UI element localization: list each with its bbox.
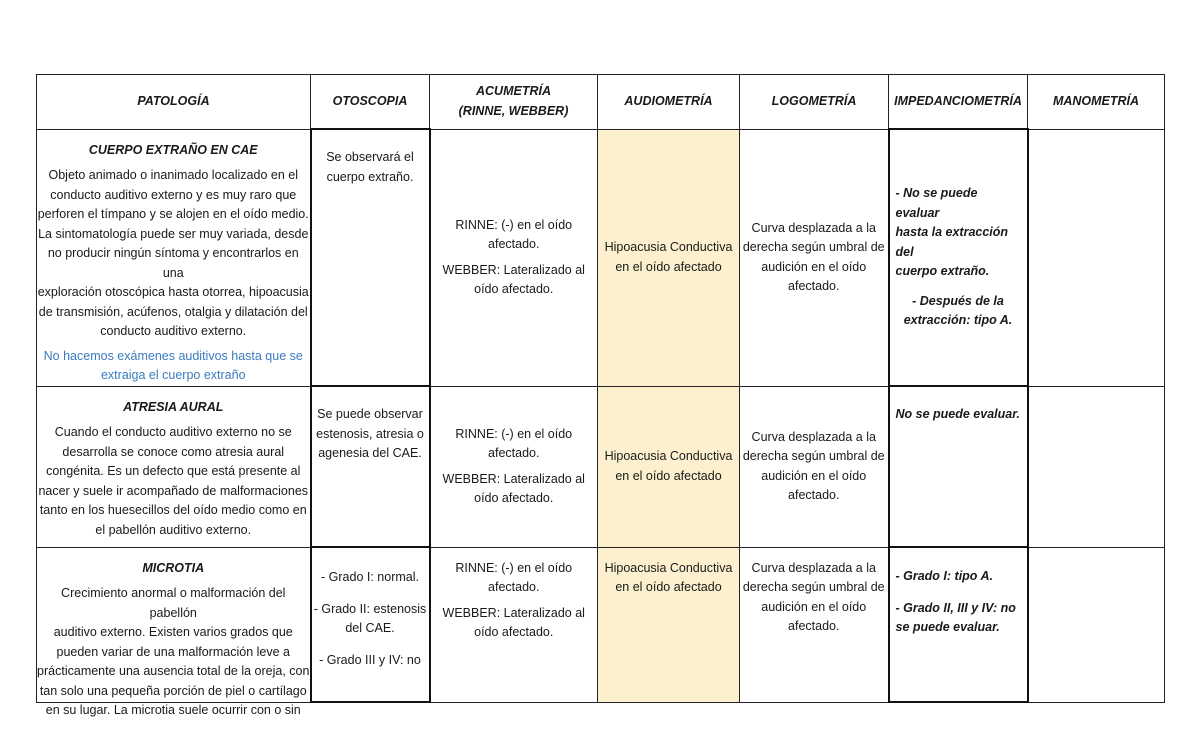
header-acumetria: [430, 75, 598, 130]
imp-note-2: - Después de la extracción: tipo A.: [903, 293, 1013, 328]
otoscopia-grade-2: - Grado II: estenosis del CAE.: [313, 601, 427, 635]
acumetria-cell: [430, 547, 598, 702]
acumetria-cell: [430, 386, 598, 547]
webber-result: WEBBER: Lateralizado al oído afectado.: [442, 471, 585, 505]
manometria-cell: [1028, 386, 1165, 547]
impedanciometria-cell: [889, 386, 1028, 547]
table-row: [37, 547, 1165, 702]
rinne-result: RINNE: (-) en el oído afectado.: [455, 217, 573, 251]
patologia-cell: [37, 386, 311, 547]
imp-grade-2: - Grado II, III y IV: no se puede evaluar.: [895, 600, 1016, 634]
header-acumetria-line1: ACUMETRÍA: [476, 84, 551, 99]
header-otoscopia: OTOSCOPIA: [311, 75, 430, 130]
otoscopia-grade-3: - Grado III y IV: no: [319, 652, 421, 667]
header-manometria: MANOMETRÍA: [1028, 75, 1165, 130]
pathology-title: ATRESIA AURAL: [123, 399, 224, 414]
audiometria-cell: Hipoacusia Conductiva en el oído afectado: [598, 547, 740, 702]
patologia-cell: [37, 547, 311, 717]
table-row: [37, 386, 1165, 547]
pathology-description: Objeto animado o inanimado localizado en el conducto auditivo externo y es muy raro que perforen el tímpano y se alojen en el oído medio. La sintomatología puede ser muy variada, desde no producir ningún síntoma y encontrarlos en una exploración otoscópica hasta otorrea, hipoacusia de transmisión, acúfenos, otalgia y dilatación del conducto auditivo externo.: [37, 168, 309, 338]
logometria-cell: Curva desplazada a la derecha según umbral de audición en el oído afectado.: [740, 386, 889, 547]
rinne-result: RINNE: (-) en el oído afectado.: [455, 426, 573, 460]
header-acumetria-line2: (RINNE, WEBBER): [458, 103, 569, 118]
webber-result: WEBBER: Lateralizado al oído afectado.: [442, 605, 585, 639]
otoscopia-cell: Se observará el cuerpo extraño.: [311, 129, 430, 386]
header-impedanciometria: IMPEDANCIOMETRÍA: [889, 75, 1028, 130]
pathology-table: [36, 74, 1165, 717]
pathology-title: MICROTIA: [142, 560, 205, 575]
pathology-description: Crecimiento anormal o malformación del pabellón auditivo externo. Existen varios grados que pueden variar de una malformación leve a prácticamente una ausencia total de la oreja, con tan solo una pequeña porción de piel o cartílago en su lugar. La microtia suele ocurrir con o sin: [37, 586, 310, 717]
patologia-cell: [37, 129, 311, 386]
pathology-note: No hacemos exámenes auditivos hasta que se extraiga el cuerpo extraño: [43, 348, 303, 382]
pathology-description: Cuando el conducto auditivo externo no se desarrolla se conoce como atresia aural congénita. Es un defecto que está presente al nacer y suele ir acompañado de malformaciones tanto en los huesecillos del oído medio como en el pabellón auditivo externo.: [38, 425, 309, 537]
table-row: [37, 129, 1165, 386]
imp-note-1: - No se puede evaluar hasta la extracción del cuerpo extraño.: [895, 186, 1009, 279]
audiometria-cell: Hipoacusia Conductiva en el oído afectado: [598, 129, 740, 386]
logometria-cell: Curva desplazada a la derecha según umbral de audición en el oído afectado.: [740, 547, 889, 702]
pathology-title: CUERPO EXTRAÑO EN CAE: [88, 142, 258, 157]
otoscopia-cell: [311, 547, 430, 702]
header-row: [37, 75, 1165, 130]
otoscopia-cell: Se puede observar estenosis, atresia o agenesia del CAE.: [311, 386, 430, 547]
audiometria-cell: Hipoacusia Conductiva en el oído afectado: [598, 386, 740, 547]
otoscopia-grade-1: - Grado I: normal.: [321, 570, 419, 584]
logometria-cell: Curva desplazada a la derecha según umbral de audición en el oído afectado.: [740, 129, 889, 386]
header-patologia: PATOLOGÍA: [37, 75, 311, 130]
webber-result: WEBBER: Lateralizado al oído afectado.: [442, 262, 585, 296]
header-audiometria: AUDIOMETRÍA: [598, 75, 740, 130]
imp-note: No se puede evaluar.: [895, 407, 1020, 421]
impedanciometria-cell: [889, 129, 1028, 386]
imp-grade-1: - Grado I: tipo A.: [895, 569, 993, 583]
acumetria-cell: [430, 129, 598, 386]
manometria-cell: [1028, 129, 1165, 386]
rinne-result: RINNE: (-) en el oído afectado.: [455, 560, 573, 594]
header-logometria: LOGOMETRÍA: [740, 75, 889, 130]
impedanciometria-cell: [889, 547, 1028, 702]
manometria-cell: [1028, 547, 1165, 702]
